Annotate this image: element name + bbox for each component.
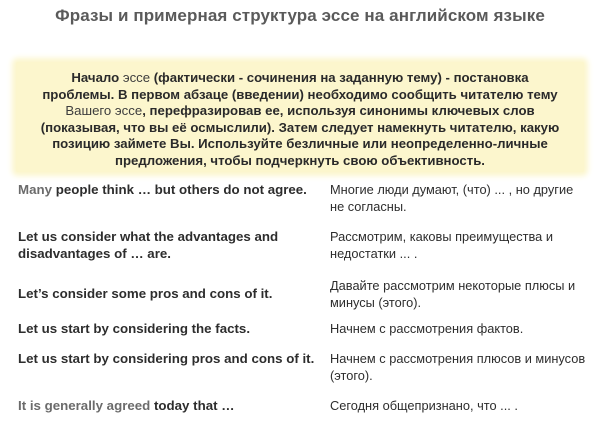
phrase-english-text: Let us start by considering pros and cons of it. — [18, 351, 315, 366]
phrase-english — [18, 351, 318, 368]
phrase-russian: Давайте рассмотрим некоторые плюсы и минусы (этого). — [330, 278, 576, 310]
intro-word-essay: эссе — [122, 70, 151, 85]
phrase-english-text: Let us consider what the advantages and disadvantages of … are. — [18, 229, 279, 261]
phrase-russian: Многие люди думают, (что) ... , но другие не согласны. — [330, 182, 574, 214]
phrase-english — [18, 398, 318, 415]
phrase-russian: Начнем с рассмотрения фактов. — [330, 321, 524, 336]
phrase-english-text: Let’s consider some pros and cons of it. — [18, 286, 273, 301]
intro-box — [16, 62, 584, 172]
phrase-english-lead: It is generally agreed — [18, 398, 151, 413]
phrase-english — [18, 229, 318, 262]
phrase-english — [18, 286, 318, 303]
phrase-russian: Сегодня общепризнано, что ... . — [330, 398, 518, 413]
phrase-english — [18, 182, 318, 199]
phrase-english-lead: Many — [18, 182, 52, 197]
intro-lead: Начало — [71, 70, 120, 85]
phrase-russian: Начнем с рассмотрения плюсов и минусов (этого). — [330, 351, 586, 383]
phrase-english-text: Let us start by considering the facts. — [18, 321, 251, 336]
phrase-russian: Рассмотрим, каковы преимущества и недостатки ... . — [330, 229, 553, 261]
phrase-english-text: today that … — [150, 398, 235, 413]
page-title: Фразы и примерная структура эссе на английском языке — [55, 6, 545, 25]
intro-word-your-essay: Вашего эссе — [65, 103, 143, 119]
phrase-english — [18, 321, 318, 338]
intro-text-1: (фактически - сочинения на заданную тему) - постановка проблемы. В первом абзаце (введении) необходимо сообщить читателю тему — [42, 70, 558, 102]
phrase-english-text: people think … but others do not agree. — [52, 182, 307, 197]
intro-text-2: , перефразировав ее, используя синонимы ключевых слов (показывая, что вы её осмыслили). Затем следует намекнуть читателю, какую позицию займете Вы. Используйте безличные или неопределенно-личные предложения, чтобы подчеркнуть свою объективность. — [40, 103, 560, 168]
